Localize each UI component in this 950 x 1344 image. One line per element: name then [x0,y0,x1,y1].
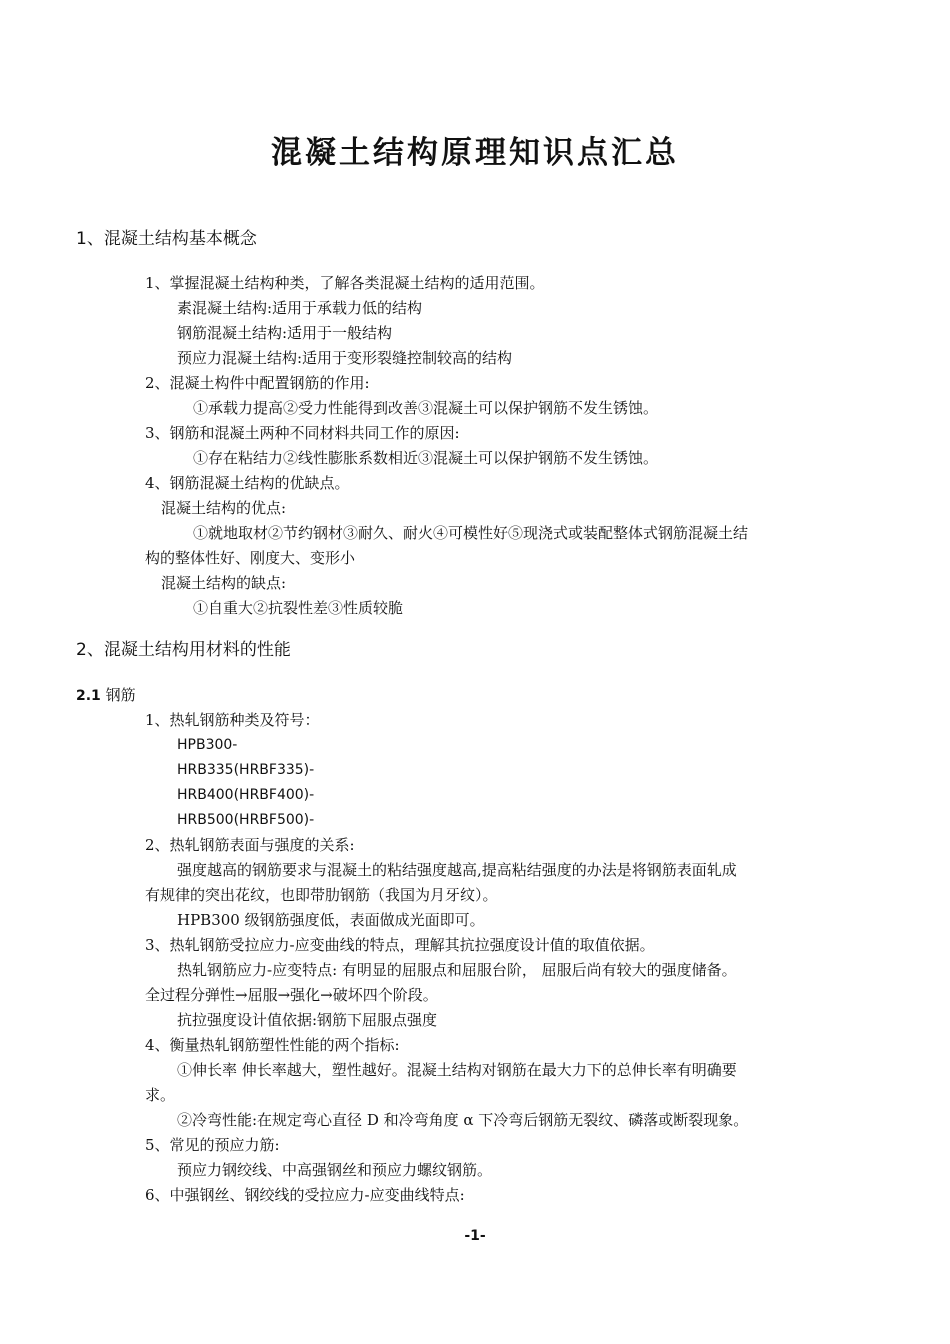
paragraph-line: ①伸长率 伸长率越大，塑性越好。混凝土结构对钢筋在最大力下的总伸长率有明确要 [177,1061,737,1079]
rebar-grade: HRB500(HRBF500)- [177,812,315,828]
paragraph-line: 4、钢筋混凝土结构的优缺点。 [145,474,350,492]
subsection-number: 2.1 [76,688,101,704]
section-heading-2: 2、混凝土结构用材料的性能 [76,640,291,660]
paragraph-line: 6、中强钢丝、钢绞线的受拉应力-应变曲线特点: [145,1186,465,1204]
paragraph-line: 1、掌握混凝土结构种类，了解各类混凝土结构的适用范围。 [145,274,545,292]
paragraph-line: ①承载力提高②受力性能得到改善③混凝土可以保护钢筋不发生锈蚀。 [193,399,659,417]
rebar-grade: HRB400(HRBF400)- [177,787,315,803]
paragraph-line: 素混凝土结构:适用于承载力低的结构 [177,299,423,317]
rebar-grade: HPB300- [177,737,238,753]
paragraph-line: 4、衡量热轧钢筋塑性性能的两个指标: [145,1036,400,1054]
document-title: 混凝土结构原理知识点汇总 [271,135,679,171]
paragraph-line: 热轧钢筋应力-应变特点: 有明显的屈服点和屈服台阶， 屈服后尚有较大的强度储备。 [177,961,737,979]
paragraph-line: ①自重大②抗裂性差③性质较脆 [193,599,404,617]
paragraph-line: 混凝土结构的优点: [161,499,287,517]
paragraph-line: 3、热轧钢筋受拉应力-应变曲线的特点，理解其抗拉强度设计值的取值依据。 [145,936,655,954]
paragraph-line: 构的整体性好、刚度大、变形小 [145,549,356,567]
paragraph-line: ①就地取材②节约钢材③耐久、耐火④可模性好⑤现浇式或装配整体式钢筋混凝土结 [193,524,749,542]
paragraph-line: HPB300 级钢筋强度低，表面做成光面即可。 [177,911,485,929]
paragraph-line: 混凝土结构的缺点: [161,574,287,592]
paragraph-line: 2、混凝土构件中配置钢筋的作用: [145,374,370,392]
paragraph-line: 3、钢筋和混凝土两种不同材料共同工作的原因: [145,424,460,442]
rebar-grade: HRB335(HRBF335)- [177,762,315,778]
paragraph-line: ②冷弯性能:在规定弯心直径 D 和冷弯角度 α 下冷弯后钢筋无裂纹、磷落或断裂现象。 [177,1111,749,1129]
paragraph-line: 1、热轧钢筋种类及符号： [145,711,320,729]
subsection-label: 钢筋 [105,686,136,704]
paragraph-line: 抗拉强度设计值依据:钢筋下屈服点强度 [177,1011,438,1029]
paragraph-line: 5、常见的预应力筋: [145,1136,280,1154]
subsection-heading [76,684,136,707]
paragraph-line: 求。 [145,1086,176,1104]
paragraph-line: 2、热轧钢筋表面与强度的关系: [145,836,355,854]
paragraph-line: 钢筋混凝土结构:适用于一般结构 [177,324,393,342]
paragraph-line: 强度越高的钢筋要求与混凝土的粘结强度越高,提高粘结强度的办法是将钢筋表面轧成 [177,861,737,879]
paragraph-line: 有规律的突出花纹，也即带肋钢筋（我国为月牙纹）。 [145,886,498,904]
paragraph-line: ①存在粘结力②线性膨胀系数相近③混凝土可以保护钢筋不发生锈蚀。 [193,449,659,467]
page-number: -1- [464,1228,486,1244]
paragraph-line: 全过程分弹性→屈服→强化→破坏四个阶段。 [145,986,438,1004]
section-heading-1: 1、混凝土结构基本概念 [76,229,257,249]
paragraph-line: 预应力钢绞线、中高强钢丝和预应力螺纹钢筋。 [177,1161,493,1179]
paragraph-line: 预应力混凝土结构:适用于变形裂缝控制较高的结构 [177,349,513,367]
